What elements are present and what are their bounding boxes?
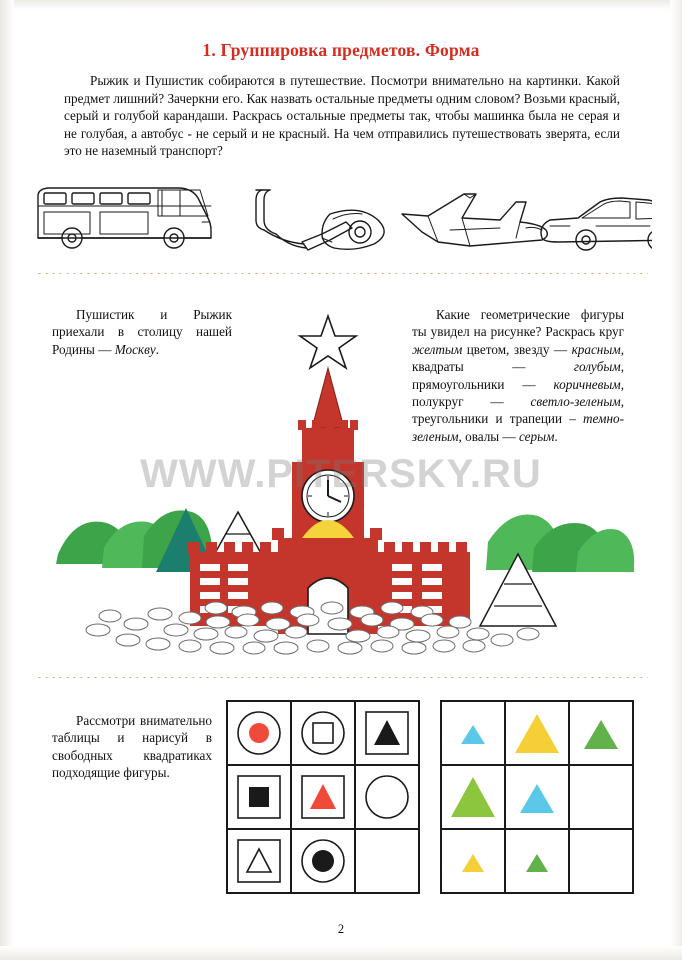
page-edge-bottom xyxy=(0,946,682,960)
section-divider-2 xyxy=(36,676,648,679)
vehicles-row xyxy=(30,176,652,262)
bus-illustration xyxy=(38,188,211,248)
bottom-instruction xyxy=(52,712,212,782)
table-cell[interactable] xyxy=(291,765,355,829)
table-cell-empty[interactable] xyxy=(569,829,633,893)
table-cell[interactable] xyxy=(227,829,291,893)
color-word-lightgreen: светло-зеленым xyxy=(530,394,621,410)
table-cell[interactable] xyxy=(505,701,569,765)
right-text-7: , овалы — xyxy=(458,428,519,444)
page-number: 2 xyxy=(337,922,345,936)
right-text-6: , треугольники и трапеции – xyxy=(412,394,624,427)
table-cell[interactable] xyxy=(569,701,633,765)
section-divider-1 xyxy=(36,272,648,275)
table-cell[interactable] xyxy=(505,829,569,893)
vacuum-cleaner-illustration xyxy=(256,190,384,250)
page-edge-left xyxy=(0,0,14,960)
triangles-table-right[interactable] xyxy=(440,700,634,894)
color-word-yellow: желтым xyxy=(412,341,463,357)
table-cell[interactable] xyxy=(505,765,569,829)
watermark: WWW.PITERSKY.RU xyxy=(140,452,542,496)
shapes-table-left[interactable] xyxy=(226,700,420,894)
table-cell[interactable] xyxy=(291,701,355,765)
intro-paragraph xyxy=(64,72,620,160)
table-cell[interactable] xyxy=(355,765,419,829)
table-cell[interactable] xyxy=(441,701,505,765)
middle-left-period: . xyxy=(155,341,159,357)
table-cell[interactable] xyxy=(227,765,291,829)
airplane-illustration xyxy=(402,194,547,246)
right-text-2: цветом, звезду — xyxy=(462,341,572,357)
table-cell[interactable] xyxy=(355,701,419,765)
middle-left-text: Пушистик и Рыжик приехали в столицу нашей Родины — xyxy=(52,307,232,357)
bottom-instruction-text: Рассмотри внимательно таблицы и нарисуй в свободных квадратиках подходящие фигуры. xyxy=(52,713,212,781)
right-text-5: , полукруг — xyxy=(412,376,624,410)
middle-left-paragraph xyxy=(52,306,232,358)
moscow-word: Москву xyxy=(114,341,156,357)
page-title: 1. Группировка предметов. Форма xyxy=(202,40,480,60)
right-text-4: , прямоугольники — xyxy=(412,359,624,392)
right-text-3: , квадраты — xyxy=(412,341,624,375)
table-cell[interactable] xyxy=(441,765,505,829)
color-word-blue: голубым xyxy=(573,359,621,375)
page-edge-top xyxy=(0,0,682,10)
color-word-red: красным xyxy=(571,341,621,357)
middle-right-paragraph xyxy=(412,306,624,445)
table-cell-empty[interactable] xyxy=(355,829,419,893)
table-cell[interactable] xyxy=(227,701,291,765)
right-text-8: . xyxy=(554,428,558,444)
car-illustration xyxy=(541,198,652,250)
page-edge-right xyxy=(670,0,682,960)
table-cell[interactable] xyxy=(291,829,355,893)
color-word-darkgreen: темно-зеленым xyxy=(412,411,624,444)
table-cell[interactable] xyxy=(441,829,505,893)
intro-text: Рыжик и Пушистик собираются в путешествие. Посмотри внимательно на картинки. Какой предмет лишний? Зачеркни его. Как назвать остальные предметы одним словом? Возьми красный, серый и голубой карандаши. Раскрась остальные предметы так, чтобы машинка была не серая и не голубая, а автобус - не серый и не красный. На чем отправились путешествовать зверята, если это не наземный транспорт? xyxy=(64,73,620,159)
color-word-gray: серым xyxy=(518,428,555,444)
right-text-1: Какие геометрические фигуры ты увидел на рисунке? Раскрась круг xyxy=(412,307,624,340)
table-cell-empty[interactable] xyxy=(569,765,633,829)
color-word-brown: коричневым xyxy=(553,376,621,392)
